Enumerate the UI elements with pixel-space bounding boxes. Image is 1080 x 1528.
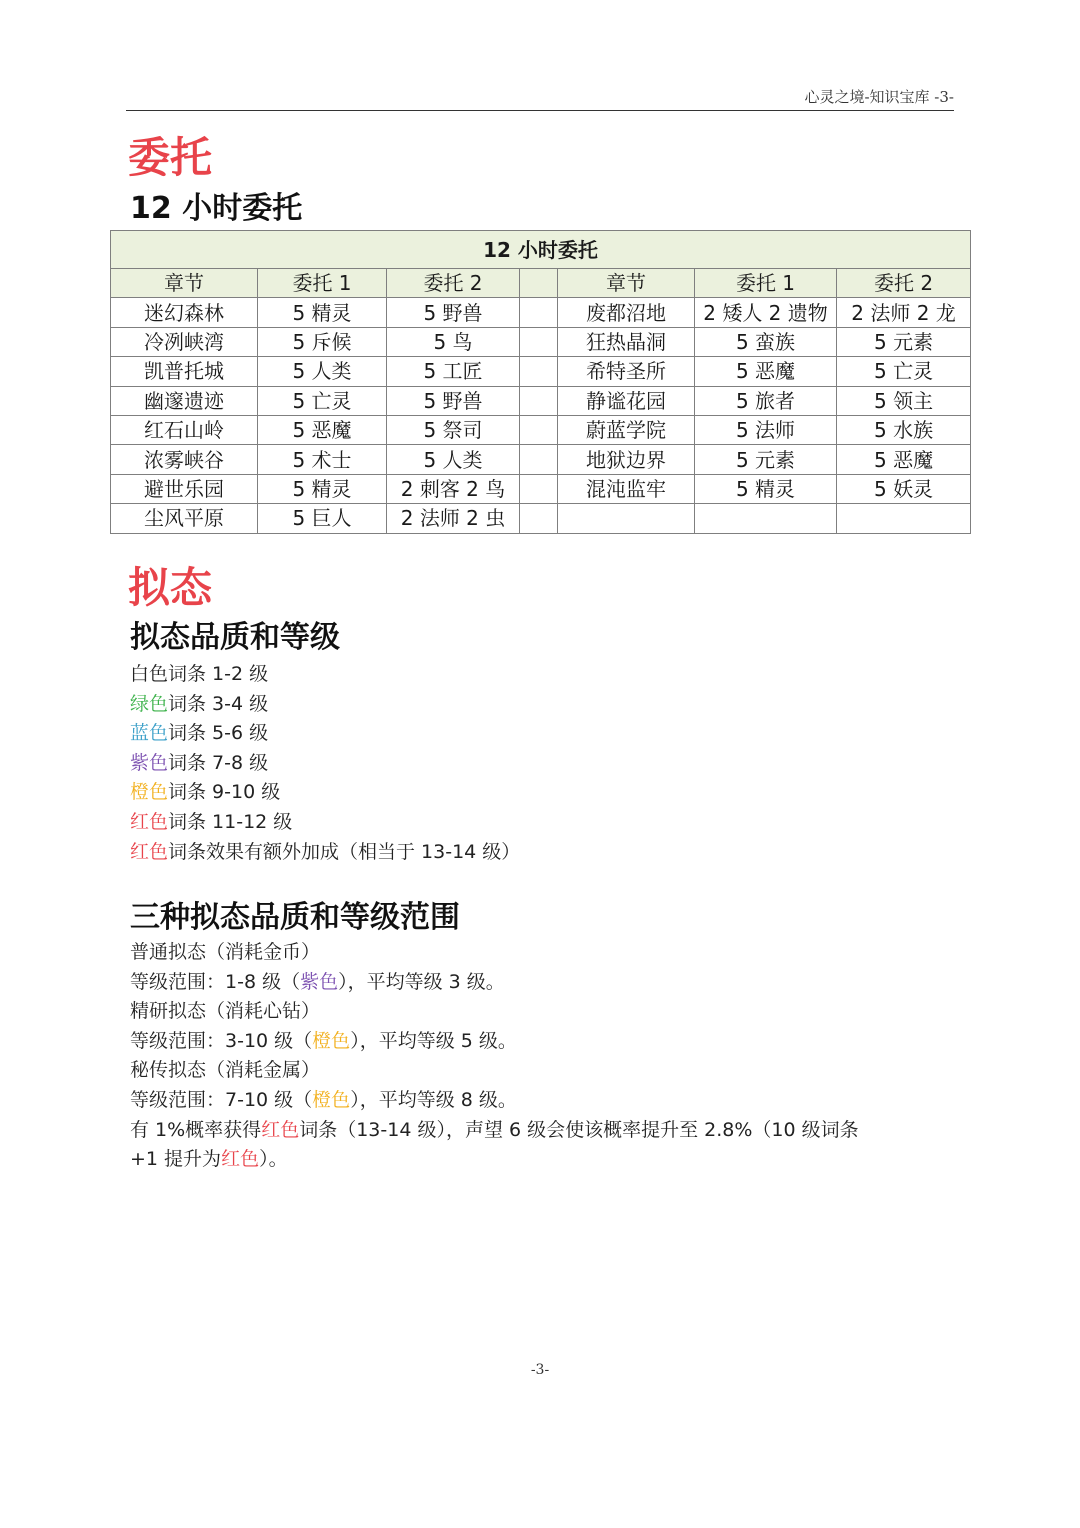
list-item bbox=[130, 838, 520, 868]
table-cell: 5 恶魔 bbox=[258, 415, 387, 444]
table-cell: 5 元素 bbox=[837, 327, 971, 356]
table-cell: 迷幻森林 bbox=[111, 298, 258, 327]
item-text: 等级范围：7-10 级（ bbox=[130, 1088, 313, 1111]
table-cell: 5 巨人 bbox=[258, 504, 387, 533]
table-cell: 5 祭司 bbox=[387, 415, 520, 444]
table-cell: 5 亡灵 bbox=[258, 386, 387, 415]
list-item bbox=[130, 1145, 859, 1175]
item-text: 词条 9-10 级 bbox=[168, 781, 281, 804]
item-text: 词条 1-2 级 bbox=[168, 663, 269, 685]
table-cell: 避世乐园 bbox=[111, 474, 258, 503]
table-cell: 红石山岭 bbox=[111, 415, 258, 444]
header-text: 心灵之境-知识宝库 -3- bbox=[804, 88, 954, 106]
list-item bbox=[130, 1086, 859, 1116]
col-header: 章节 bbox=[558, 269, 695, 298]
section-title-mimicry: 拟态 bbox=[128, 563, 213, 612]
table-row bbox=[111, 504, 971, 533]
table-cell bbox=[520, 357, 558, 386]
table-cell: 5 术士 bbox=[258, 445, 387, 474]
ranges-list bbox=[130, 938, 859, 1175]
col-header-spacer bbox=[520, 269, 558, 298]
table-cell: 地狱边界 bbox=[558, 445, 695, 474]
color-word: 红色 bbox=[130, 840, 169, 863]
table-cell: 废都沼地 bbox=[558, 298, 695, 327]
col-header: 委托 2 bbox=[837, 269, 971, 298]
subsection-title-12h: 12 小时委托 bbox=[130, 191, 303, 226]
table-cell bbox=[520, 386, 558, 415]
table-row bbox=[111, 327, 971, 356]
table-cell: 5 工匠 bbox=[387, 357, 520, 386]
section-title-delegation: 委托 bbox=[128, 133, 213, 182]
delegation-table bbox=[110, 230, 971, 534]
list-item bbox=[130, 778, 520, 808]
quality-list bbox=[130, 660, 520, 867]
table-cell: 凯普托城 bbox=[111, 357, 258, 386]
color-word: 橙色 bbox=[312, 1029, 351, 1052]
table-cell bbox=[520, 415, 558, 444]
item-text: 精研拟态（消耗心钻） bbox=[130, 1000, 321, 1023]
list-item bbox=[130, 1116, 859, 1146]
item-text: ），平均等级 3 级。 bbox=[338, 970, 505, 993]
subsection-title-quality: 拟态品质和等级 bbox=[130, 620, 340, 655]
table-cell: 5 精灵 bbox=[258, 298, 387, 327]
table-cell: 5 斥候 bbox=[258, 327, 387, 356]
table-cell: 5 人类 bbox=[258, 357, 387, 386]
color-word: 蓝色 bbox=[130, 722, 169, 745]
table-cell bbox=[520, 298, 558, 327]
item-text: 等级范围：1-8 级（ bbox=[130, 970, 301, 993]
page-header bbox=[126, 86, 954, 111]
item-text: 有 1%概率获得 bbox=[130, 1118, 262, 1141]
item-text: 词条 3-4 级 bbox=[168, 692, 269, 715]
col-header: 章节 bbox=[111, 269, 258, 298]
table-title: 12 小时委托 bbox=[111, 231, 971, 269]
table-cell bbox=[837, 504, 971, 533]
color-word: 红色 bbox=[130, 810, 169, 833]
table-cell: 5 妖灵 bbox=[837, 474, 971, 503]
list-item bbox=[130, 749, 520, 779]
col-header: 委托 2 bbox=[387, 269, 520, 298]
table-row bbox=[111, 357, 971, 386]
table-cell: 狂热晶洞 bbox=[558, 327, 695, 356]
color-word: 白色 bbox=[130, 663, 169, 685]
table-cell bbox=[520, 327, 558, 356]
table-title-row bbox=[111, 231, 971, 269]
item-text: +1 提升为 bbox=[130, 1148, 222, 1171]
color-word: 红色 bbox=[221, 1148, 260, 1171]
table-cell: 幽邃遗迹 bbox=[111, 386, 258, 415]
table-cell: 冷冽峡湾 bbox=[111, 327, 258, 356]
list-item bbox=[130, 690, 520, 720]
list-item bbox=[130, 938, 859, 968]
item-text: 等级范围：3-10 级（ bbox=[130, 1029, 313, 1052]
table-cell: 5 亡灵 bbox=[837, 357, 971, 386]
item-text: 词条 7-8 级 bbox=[168, 751, 269, 774]
table-cell: 浓雾峡谷 bbox=[111, 445, 258, 474]
list-item bbox=[130, 968, 859, 998]
table-cell: 静谧花园 bbox=[558, 386, 695, 415]
table-row bbox=[111, 415, 971, 444]
table-cell bbox=[558, 504, 695, 533]
table-cell: 5 法师 bbox=[695, 415, 837, 444]
table-cell bbox=[695, 504, 837, 533]
item-text: 普通拟态（消耗金币） bbox=[130, 941, 321, 963]
table-cell: 5 恶魔 bbox=[837, 445, 971, 474]
table-cell: 5 旅者 bbox=[695, 386, 837, 415]
list-item bbox=[130, 808, 520, 838]
table-cell: 混沌监牢 bbox=[558, 474, 695, 503]
table-cell: 蔚蓝学院 bbox=[558, 415, 695, 444]
table-cell: 2 法师 2 虫 bbox=[387, 504, 520, 533]
color-word: 绿色 bbox=[130, 692, 169, 715]
table-cell: 希特圣所 bbox=[558, 357, 695, 386]
table-cell: 5 精灵 bbox=[695, 474, 837, 503]
table-cell: 2 法师 2 龙 bbox=[837, 298, 971, 327]
table-cell bbox=[520, 445, 558, 474]
col-header: 委托 1 bbox=[695, 269, 837, 298]
table-cell: 5 领主 bbox=[837, 386, 971, 415]
list-item bbox=[130, 660, 520, 690]
table-cell: 5 元素 bbox=[695, 445, 837, 474]
table-row bbox=[111, 298, 971, 327]
color-word: 橙色 bbox=[130, 781, 169, 804]
table-cell: 2 矮人 2 遗物 bbox=[695, 298, 837, 327]
item-text: 词条（13-14 级），声望 6 级会使该概率提升至 2.8%（10 级词条 bbox=[299, 1118, 859, 1141]
table-row bbox=[111, 386, 971, 415]
table-cell: 5 野兽 bbox=[387, 386, 520, 415]
page-number: -3- bbox=[530, 1362, 550, 1378]
color-word: 紫色 bbox=[130, 751, 169, 774]
color-word: 红色 bbox=[261, 1118, 300, 1141]
list-item bbox=[130, 997, 859, 1027]
table-cell bbox=[520, 474, 558, 503]
list-item bbox=[130, 1056, 859, 1086]
table-row bbox=[111, 474, 971, 503]
item-text: 词条效果有额外加成（相当于 13-14 级） bbox=[168, 840, 521, 863]
table-cell: 尘风平原 bbox=[111, 504, 258, 533]
table-cell: 5 恶魔 bbox=[695, 357, 837, 386]
color-word: 橙色 bbox=[312, 1088, 351, 1111]
table-header-row bbox=[111, 269, 971, 298]
item-text: ）。 bbox=[259, 1148, 288, 1171]
item-text: ），平均等级 5 级。 bbox=[350, 1029, 517, 1052]
list-item bbox=[130, 1027, 859, 1057]
table-cell: 5 精灵 bbox=[258, 474, 387, 503]
table-cell: 5 蛮族 bbox=[695, 327, 837, 356]
table-cell: 5 鸟 bbox=[387, 327, 520, 356]
col-header: 委托 1 bbox=[258, 269, 387, 298]
subsection-title-ranges: 三种拟态品质和等级范围 bbox=[130, 900, 460, 935]
table-cell: 5 水族 bbox=[837, 415, 971, 444]
table-cell: 5 野兽 bbox=[387, 298, 520, 327]
table-cell bbox=[520, 504, 558, 533]
table-row bbox=[111, 445, 971, 474]
table-cell: 5 人类 bbox=[387, 445, 520, 474]
item-text: 词条 11-12 级 bbox=[168, 810, 293, 833]
item-text: 秘传拟态（消耗金属） bbox=[130, 1059, 321, 1082]
list-item bbox=[130, 719, 520, 749]
color-word: 紫色 bbox=[300, 970, 339, 993]
item-text: 词条 5-6 级 bbox=[168, 722, 269, 745]
table-cell: 2 刺客 2 鸟 bbox=[387, 474, 520, 503]
item-text: ），平均等级 8 级。 bbox=[350, 1088, 517, 1111]
